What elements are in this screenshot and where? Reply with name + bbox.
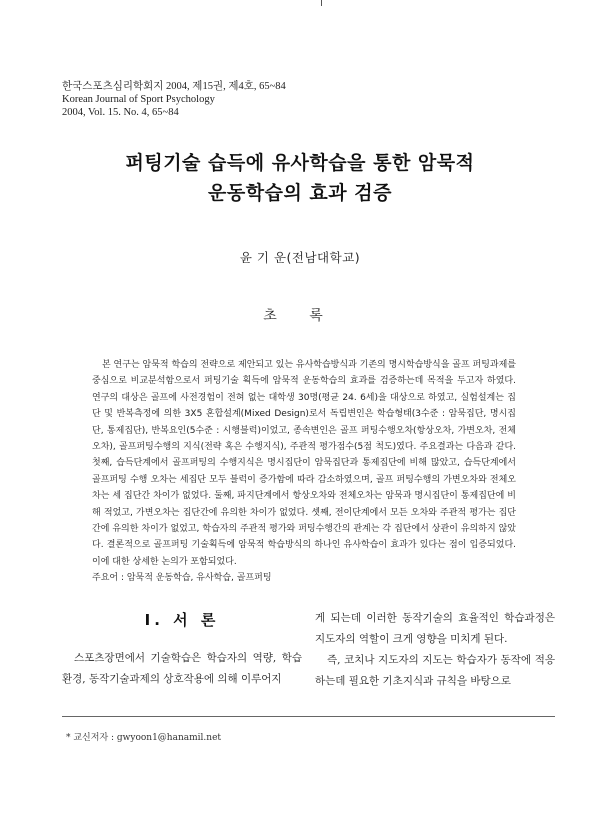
author-line: 윤 기 운(전남대학교) (239, 250, 361, 265)
paper-title (0, 148, 600, 208)
intro-paragraph-1: 스포츠장면에서 기술학습은 학습자의 역량, 학습환경, 동작기술과제의 상호작용에 의해 이루어지 (62, 652, 302, 685)
footnote-divider (62, 716, 555, 717)
paper-title-line-1: 퍼팅기술 습득에 유사학습을 통한 암묵적 (125, 152, 475, 174)
page-edge-mark (321, 0, 322, 6)
abstract-text: 본 연구는 암묵적 학습의 전략으로 제안되고 있는 유사학습방식과 기존의 명시학습방식을 골프 퍼팅과제를 중심으로 비교분석함으로서 퍼팅기술 획득에 암묵적 운동학습의 효과를 검증하는데 목적을 두고자 하였다. 연구의 대상은 골프에 사전경험이 전혀 없는 대학생 30명(평균 24. 6세)을 대상으로 하였고, 실험설계는 집단 및 반복측정에 의한 3X5 혼합설계(Mixed Design)로서 독립변인은 학습형태(3수준 : 암묵집단, 명시집단, 통제집단), 반복요인(5수준 : 시행블럭)이었고, 종속변인은 골프 퍼팅수행오차(항상오차, 가변오차, 전체오차), 골프퍼팅수행의 지식(전략 혹은 수행지식), 주관적 평가점수(5점 척도)였다. 주요결과는 다음과 같다. 첫째, 습득단계에서 골프퍼팅의 수행지식은 명시집단이 암묵집단과 통제집단에 비해 많았고, 습득단계에서 골프퍼팅 수행 오차는 세집단 모두 블럭이 증가함에 따라 감소하였으며, 골프 퍼팅수행의 가변오차와 전체오차는 세 집단간 차이가 없었다. 둘째, 파지단계에서 항상오차와 전체오차는 암묵과 명시집단이 통제집단에 비해 적었고, 가변오차는 집단간에 유의한 차이가 없었다. 셋째, 전이단계에서 모든 오차와 주관적 평가는 집단간에 유의한 차이가 없었고, 학습자의 주관적 평가와 퍼팅수행간의 관계는 각 집단에서 상관이 유의하지 않았다. 결론적으로 골프퍼팅 기술획득에 암묵적 학습방식의 하나인 유사학습이 효과가 있다는 점이 입증되었다. 이에 대한 상세한 논의가 포함되었다. (92, 360, 517, 567)
journal-volume-issue: 2004, Vol. 15. No. 4, 65~84 (62, 107, 179, 118)
right-column (315, 608, 555, 692)
intro-paragraph-2: 즉, 코치나 지도자의 지도는 학습자가 동작에 적응하는데 필요한 기초지식과 규칙을 바탕으로 (315, 654, 555, 687)
journal-citation (62, 80, 286, 119)
journal-name-english: Korean Journal of Sport Psychology (62, 94, 215, 105)
left-column (62, 605, 302, 690)
journal-citation-korean: 한국스포츠심리학회지 2004, 제15권, 제4호, 65~84 (62, 81, 286, 92)
paper-title-line-2: 운동학습의 효과 검증 (208, 182, 392, 204)
intro-paragraph-1-continued: 게 되는데 이러한 동작기술의 효율적인 학습과정은 지도자의 역할이 크게 영향을 미치게 된다. (315, 612, 555, 645)
corresponding-author-footnote: * 교신저자 : gwyoon1@hanamil.net (66, 733, 222, 743)
abstract-heading: 초 록 (263, 308, 337, 324)
section-heading-introduction: Ⅰ. 서 론 (144, 611, 220, 629)
keywords: 주요어 : 암묵적 운동학습, 유사학습, 골프퍼팅 (92, 573, 272, 583)
